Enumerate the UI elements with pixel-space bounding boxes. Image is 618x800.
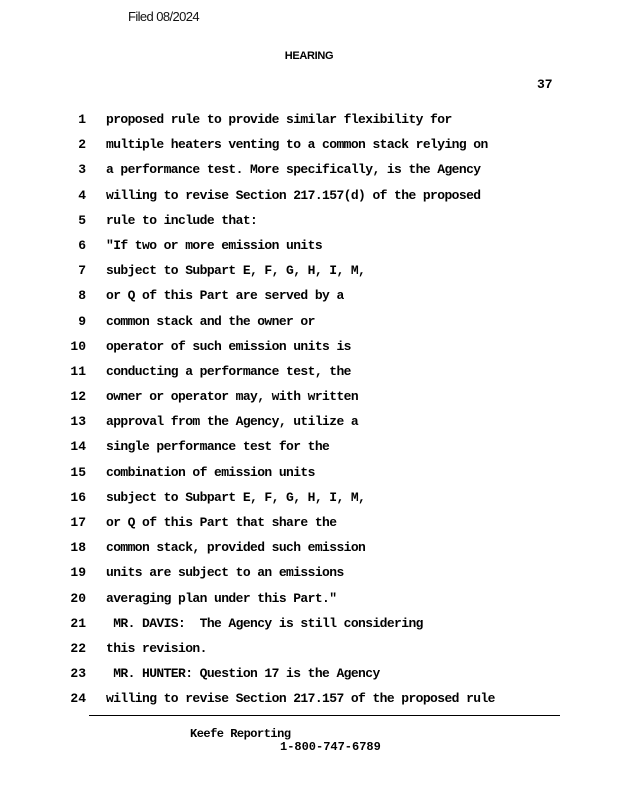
line-text: "If two or more emission units — [106, 237, 323, 253]
line-text: single performance test for the — [106, 439, 330, 455]
transcript-line — [0, 414, 618, 439]
line-number: 15 — [70, 464, 86, 480]
line-text: combination of emission units — [106, 464, 315, 480]
transcript-line — [0, 162, 618, 187]
line-number: 24 — [70, 691, 86, 707]
transcript-line — [0, 112, 618, 137]
line-text: common stack, provided such emission — [106, 540, 366, 556]
line-number: 7 — [78, 263, 86, 279]
line-text: averaging plan under this Part." — [106, 590, 337, 606]
transcript-line — [0, 213, 618, 238]
line-text: conducting a performance test, the — [106, 363, 351, 379]
transcript-line — [0, 339, 618, 364]
line-text: MR. DAVIS: The Agency is still considering — [106, 615, 423, 631]
line-number: 11 — [70, 363, 86, 379]
transcript-line — [0, 188, 618, 213]
line-number: 16 — [70, 489, 86, 505]
line-text: a performance test. More specifically, is the Agency — [106, 162, 481, 178]
transcript-line — [0, 364, 618, 389]
transcript-line — [0, 540, 618, 565]
footer-company: Keefe Reporting — [190, 727, 291, 741]
transcript-line — [0, 389, 618, 414]
footer-phone: 1-800-747-6789 — [280, 740, 381, 754]
line-text: or Q of this Part are served by a — [106, 288, 344, 304]
line-number: 2 — [78, 137, 86, 153]
line-text: subject to Subpart E, F, G, H, I, M, — [106, 489, 366, 505]
line-text: this revision. — [106, 640, 207, 656]
page-number: 37 — [537, 77, 553, 92]
line-number: 1 — [78, 112, 86, 127]
line-number: 12 — [70, 389, 86, 405]
line-number: 3 — [78, 162, 86, 178]
line-number: 13 — [70, 414, 86, 430]
line-text: rule to include that: — [106, 212, 258, 228]
line-number: 17 — [70, 515, 86, 530]
line-text: MR. HUNTER: Question 17 is the Agency — [106, 666, 380, 682]
line-number: 23 — [70, 666, 86, 682]
line-number: 19 — [70, 565, 86, 581]
header-stamp: Filed 08/2024 — [128, 9, 199, 24]
line-text: or Q of this Part that share the — [106, 515, 337, 530]
transcript-line — [0, 288, 618, 313]
line-number: 18 — [70, 540, 86, 556]
line-number: 20 — [70, 590, 86, 606]
transcript-line — [0, 439, 618, 464]
transcript-line — [0, 137, 618, 162]
line-text: approval from the Agency, utilize a — [106, 414, 359, 430]
line-number: 6 — [78, 237, 86, 253]
line-number: 21 — [70, 615, 86, 631]
line-number: 8 — [78, 288, 86, 304]
transcript-line — [0, 490, 618, 515]
page-title: HEARING — [284, 50, 334, 62]
footer-divider — [89, 715, 560, 716]
line-text: multiple heaters venting to a common stack relying on — [106, 137, 488, 153]
line-text: units are subject to an emissions — [106, 565, 344, 581]
line-number: 14 — [70, 439, 86, 455]
transcript-line — [0, 691, 618, 716]
transcript-line — [0, 591, 618, 616]
line-text: willing to revise Section 217.157 of the proposed rule — [106, 691, 495, 707]
line-text: operator of such emission units is — [106, 338, 351, 354]
transcript-line — [0, 465, 618, 490]
transcript-line — [0, 666, 618, 691]
transcript-line — [0, 263, 618, 288]
line-text: subject to Subpart E, F, G, H, I, M, — [106, 263, 366, 279]
transcript-line — [0, 616, 618, 641]
line-text: willing to revise Section 217.157(d) of the proposed — [106, 187, 481, 203]
transcript-line — [0, 565, 618, 590]
transcript-line — [0, 515, 618, 540]
transcript-line — [0, 641, 618, 666]
transcript-body — [0, 112, 618, 717]
line-number: 10 — [70, 338, 86, 354]
line-number: 9 — [78, 313, 86, 329]
line-number: 5 — [78, 212, 86, 228]
transcript-line — [0, 238, 618, 263]
line-number: 22 — [70, 640, 86, 656]
transcript-line — [0, 314, 618, 339]
line-text: common stack and the owner or — [106, 313, 315, 329]
line-number: 4 — [78, 187, 86, 203]
line-text: proposed rule to provide similar flexibility for — [106, 112, 452, 127]
line-text: owner or operator may, with written — [106, 389, 359, 405]
